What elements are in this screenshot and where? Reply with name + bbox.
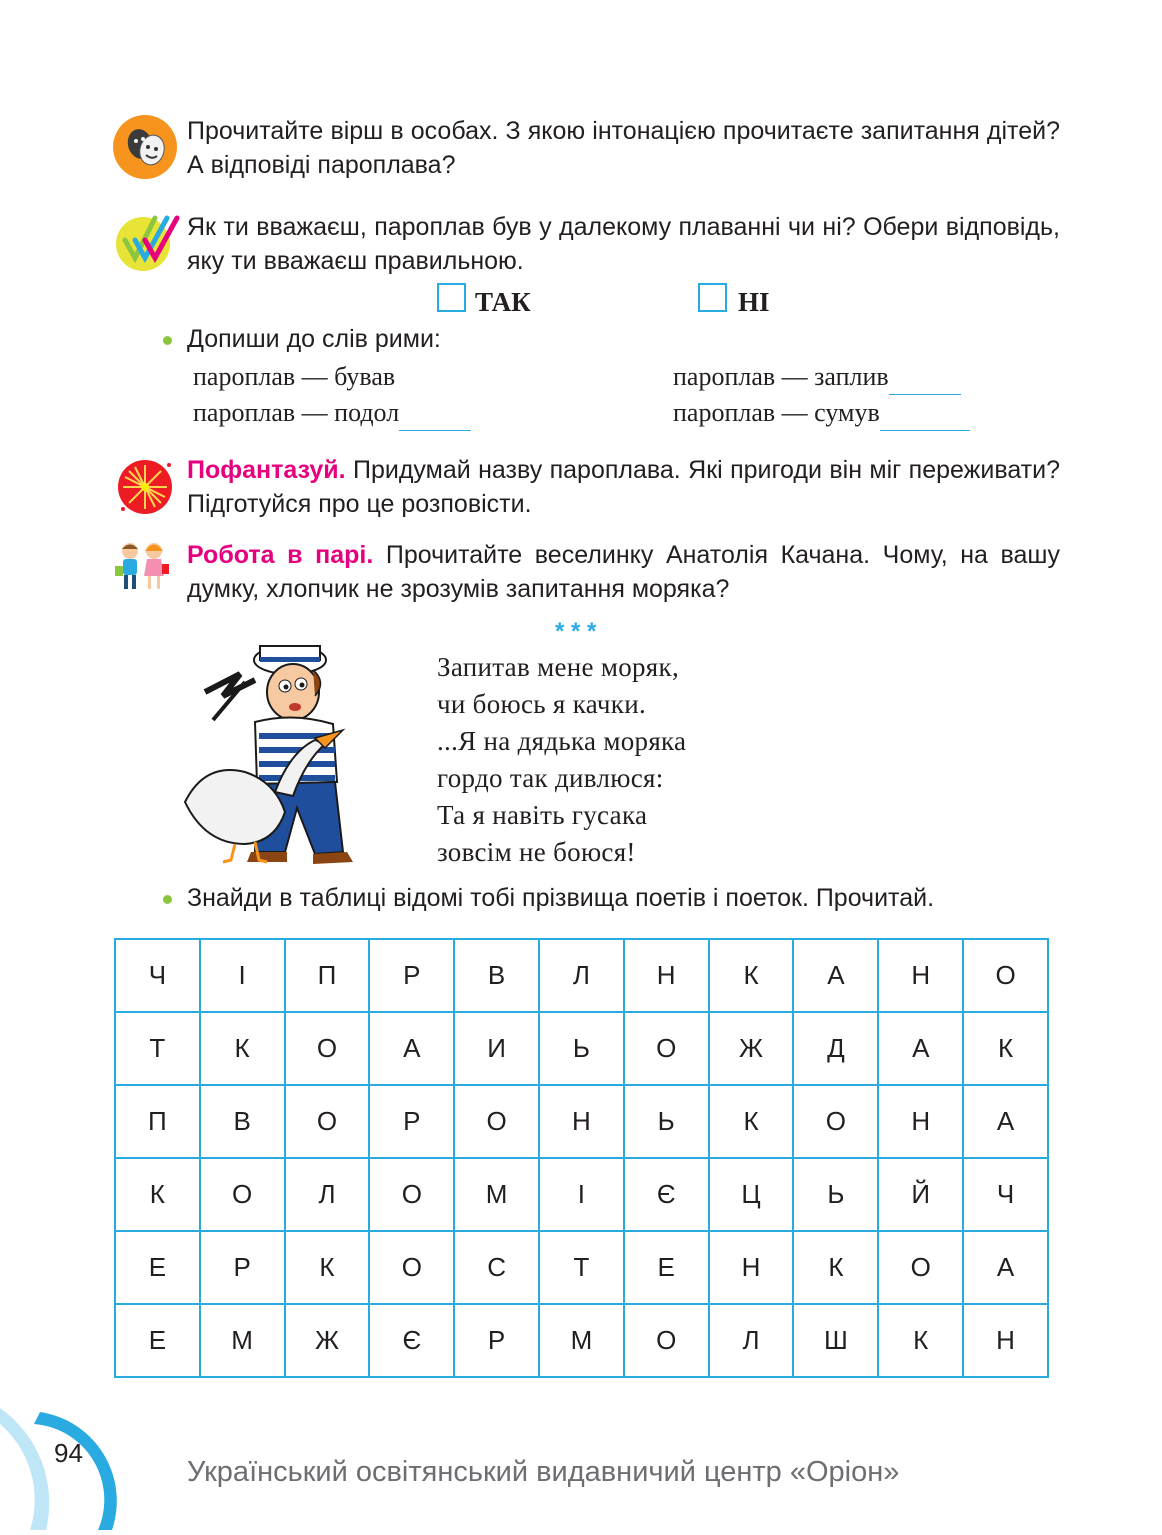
grid-cell: О: [454, 1085, 539, 1158]
grid-cell: М: [539, 1304, 624, 1377]
grid-cell: А: [878, 1012, 963, 1085]
grid-cell: Е: [624, 1231, 709, 1304]
grid-cell: Н: [539, 1085, 624, 1158]
bullet: [163, 895, 172, 904]
rhyme-blank[interactable]: [880, 404, 970, 431]
grid-cell: Ж: [709, 1012, 794, 1085]
wordsearch-grid: [114, 938, 1049, 1378]
grid-cell: О: [369, 1231, 454, 1304]
grid-cell: А: [793, 939, 878, 1012]
grid-cell: Л: [709, 1304, 794, 1377]
grid-cell: Р: [200, 1231, 285, 1304]
wordsearch-instruction: Знайди в таблиці відомі тобі прізвища поетів і поеток. Прочитай.: [187, 884, 935, 912]
task4-text: Робота в парі. Прочитайте веселинку Анатолія Качана. Чому, на вашу думку, хлопчик не зрозумів запитання моряка?: [187, 541, 1060, 603]
grid-cell: Ь: [539, 1012, 624, 1085]
theater-masks-icon: [112, 114, 178, 180]
grid-cell: П: [115, 1085, 200, 1158]
grid-cell: Ь: [793, 1158, 878, 1231]
grid-cell: Е: [115, 1231, 200, 1304]
grid-cell: О: [369, 1158, 454, 1231]
poem-line: Та я навіть гусака: [437, 800, 648, 830]
rhyme-item: пароплав — сумув: [673, 395, 970, 431]
grid-cell: К: [200, 1012, 285, 1085]
grid-cell: К: [115, 1158, 200, 1231]
grid-cell: А: [963, 1231, 1048, 1304]
grid-cell: Р: [454, 1304, 539, 1377]
grid-cell: О: [200, 1158, 285, 1231]
grid-cell: Ш: [793, 1304, 878, 1377]
grid-cell: К: [709, 939, 794, 1012]
grid-cell: К: [878, 1304, 963, 1377]
grid-cell: К: [793, 1231, 878, 1304]
grid-cell: Н: [709, 1231, 794, 1304]
grid-cell: К: [963, 1012, 1048, 1085]
grid-cell: Н: [624, 939, 709, 1012]
grid-cell: Ж: [285, 1304, 370, 1377]
poem-line: зовсім не боюся!: [437, 837, 636, 867]
grid-cell: Л: [539, 939, 624, 1012]
rhyme-item: пароплав — бував: [193, 362, 396, 391]
poem: [437, 649, 686, 871]
grid-cell: И: [454, 1012, 539, 1085]
poem-line: Запитав мене моряк,: [437, 652, 679, 682]
grid-cell: А: [369, 1012, 454, 1085]
grid-cell: Д: [793, 1012, 878, 1085]
grid-cell: О: [624, 1012, 709, 1085]
rhyme-item: пароплав — заплив: [673, 359, 961, 395]
checkmarks-icon: [113, 210, 181, 272]
grid-cell: Т: [539, 1231, 624, 1304]
fireworks-icon: [115, 457, 175, 517]
no-checkbox[interactable]: [698, 283, 727, 312]
rhyme-blank[interactable]: [889, 368, 961, 395]
grid-cell: Н: [878, 939, 963, 1012]
no-label: НІ: [738, 287, 770, 317]
grid-cell: Е: [115, 1304, 200, 1377]
grid-row: [115, 1012, 1048, 1085]
rhyme-item: пароплав — подол: [193, 395, 471, 431]
grid-cell: О: [793, 1085, 878, 1158]
grid-cell: О: [624, 1304, 709, 1377]
grid-cell: Ь: [624, 1085, 709, 1158]
grid-cell: А: [963, 1085, 1048, 1158]
grid-cell: П: [285, 939, 370, 1012]
grid-cell: М: [200, 1304, 285, 1377]
task1-text: Прочитайте вірш в особах. З якою інтонацією прочитаєте запитання дітей? А відповіді пароплава?: [187, 117, 1060, 179]
yes-label: ТАК: [475, 287, 531, 317]
grid-cell: Ч: [963, 1158, 1048, 1231]
grid-cell: Й: [878, 1158, 963, 1231]
sailor-illustration: [175, 612, 385, 874]
grid-cell: Є: [369, 1304, 454, 1377]
grid-cell: Н: [878, 1085, 963, 1158]
grid-cell: Ц: [709, 1158, 794, 1231]
grid-row: [115, 1231, 1048, 1304]
poem-line: чи боюсь я качки.: [437, 689, 647, 719]
task3-text: Пофантазуй. Придумай назву пароплава. Які пригоди він міг переживати? Підготуйся про це розповісти.: [187, 456, 1060, 518]
grid-row: [115, 1085, 1048, 1158]
task2-text: Як ти вважаєш, пароплав був у далекому плаванні чи ні? Обери відповідь, яку ти вважаєш правильною.: [187, 213, 1060, 275]
page-number: 94: [54, 1438, 83, 1468]
grid-cell: О: [285, 1012, 370, 1085]
grid-row: [115, 1158, 1048, 1231]
grid-row: [115, 1304, 1048, 1377]
grid-cell: К: [709, 1085, 794, 1158]
grid-cell: Р: [369, 939, 454, 1012]
poem-line: гордо так дивлюся:: [437, 763, 664, 793]
grid-cell: С: [454, 1231, 539, 1304]
rhyme-blank[interactable]: [399, 404, 471, 431]
grid-cell: В: [200, 1085, 285, 1158]
grid-cell: О: [878, 1231, 963, 1304]
poem-stars: * * *: [555, 618, 597, 645]
grid-row: [115, 939, 1048, 1012]
grid-cell: Є: [624, 1158, 709, 1231]
task3-lead: Пофантазуй.: [187, 456, 346, 484]
grid-cell: О: [963, 939, 1048, 1012]
publisher-footer: Український освітянський видавничий центр «Оріон»: [187, 1456, 900, 1488]
grid-cell: О: [285, 1085, 370, 1158]
pair-work-icon: [113, 540, 171, 592]
grid-cell: В: [454, 939, 539, 1012]
grid-cell: Т: [115, 1012, 200, 1085]
poem-line: ...Я на дядька моряка: [437, 726, 687, 756]
grid-cell: Л: [285, 1158, 370, 1231]
grid-cell: І: [539, 1158, 624, 1231]
grid-cell: Н: [963, 1304, 1048, 1377]
task4-lead: Робота в парі.: [187, 541, 374, 569]
yes-checkbox[interactable]: [437, 283, 466, 312]
grid-cell: І: [200, 939, 285, 1012]
bullet: [163, 336, 172, 345]
grid-cell: Ч: [115, 939, 200, 1012]
grid-cell: М: [454, 1158, 539, 1231]
grid-cell: К: [285, 1231, 370, 1304]
grid-cell: Р: [369, 1085, 454, 1158]
rhymes-instruction: Допиши до слів рими:: [187, 325, 441, 353]
